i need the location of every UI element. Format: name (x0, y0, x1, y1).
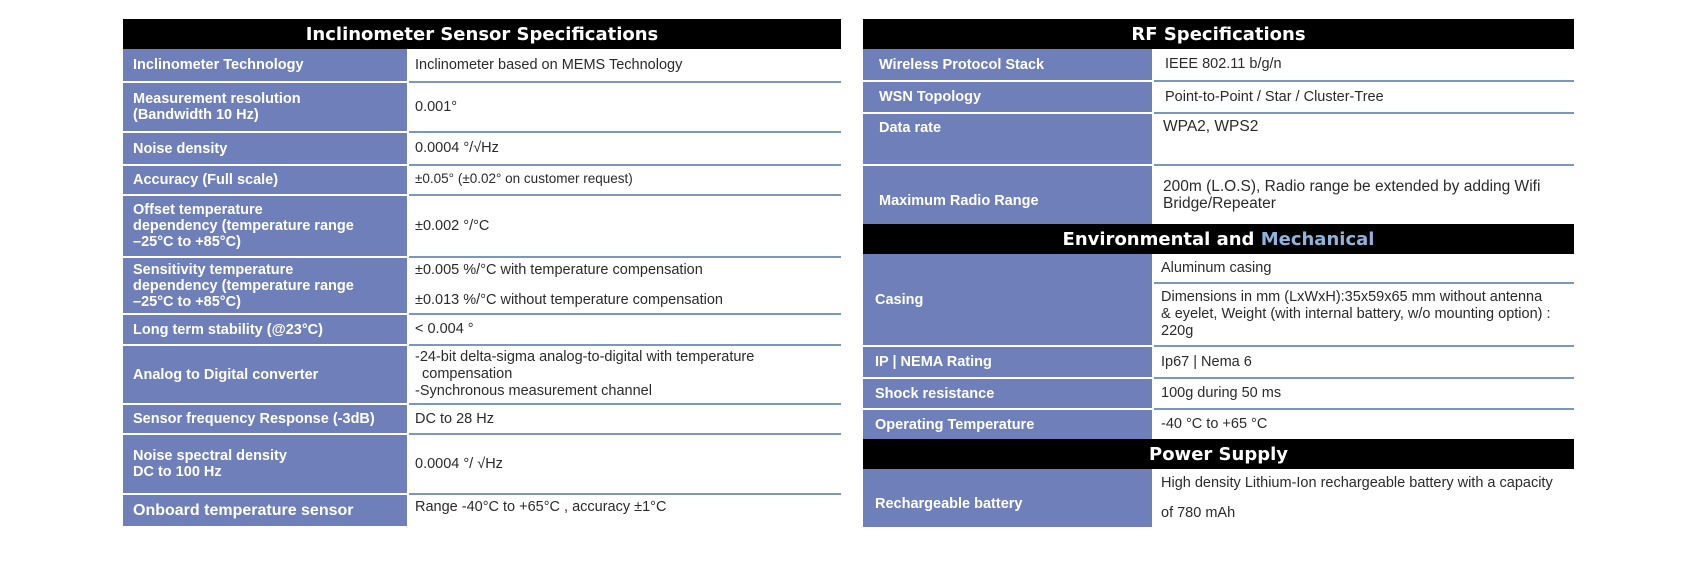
row-value: ±0.002 °/°C (408, 195, 841, 257)
environmental-title (863, 224, 1574, 254)
row-value: ±0.05° (±0.02° on customer request) (408, 165, 841, 195)
value-line: & eyelet, Weight (with internal battery, w/o mounting option) : (1161, 306, 1551, 322)
row-value: Inclinometer based on MEMS Technology (408, 49, 841, 82)
row-value: Ip67 | Nema 6 (1153, 346, 1574, 378)
table-row (123, 434, 841, 494)
row-value: 0.001° (408, 82, 841, 132)
row-label: Long term stability (@23°C) (123, 314, 408, 345)
table-row (863, 113, 1574, 165)
row-value (408, 257, 841, 314)
row-value (408, 345, 841, 404)
row-value: IEEE 802.11 b/g/n (1153, 49, 1574, 81)
rf-title: RF Specifications (863, 19, 1574, 49)
label-line: Offset temperature (133, 202, 263, 218)
value-line: -Synchronous measurement channel (415, 383, 652, 399)
row-value: 0.0004 °/ √Hz (408, 434, 841, 494)
value-line: ±0.005 %/°C with temperature compensation (415, 262, 703, 278)
table-row (123, 132, 841, 165)
row-label: Inclinometer Technology (123, 49, 408, 82)
table-row (123, 345, 841, 404)
row-label (123, 195, 408, 257)
row-value: DC to 28 Hz (408, 404, 841, 434)
row-label: Operating Temperature (863, 409, 1153, 439)
label-line: –25°C to +85°C) (133, 293, 241, 310)
row-label: IP | NEMA Rating (863, 346, 1153, 378)
row-label: Noise density (123, 132, 408, 165)
environmental-title-part1: Environmental and (1062, 228, 1261, 250)
row-label: WSN Topology (863, 81, 1153, 113)
table-row (123, 165, 841, 195)
row-value: Point-to-Point / Star / Cluster-Tree (1153, 81, 1574, 113)
row-value: < 0.004 ° (408, 314, 841, 345)
table-row (863, 254, 1574, 283)
label-line: (Bandwidth 10 Hz) (133, 107, 259, 123)
row-value (1153, 165, 1574, 224)
row-label: Sensor frequency Response (-3dB) (123, 404, 408, 434)
row-label: Accuracy (Full scale) (123, 165, 408, 195)
inclinometer-title: Inclinometer Sensor Specifications (123, 19, 841, 49)
row-value: -40 °C to +65 °C (1153, 409, 1574, 439)
table-header (123, 19, 841, 49)
table-row (123, 314, 841, 345)
row-value: Aluminum casing (1153, 254, 1574, 283)
row-label: Maximum Radio Range (863, 165, 1153, 224)
label-line: dependency (temperature range (133, 218, 354, 234)
table-row (863, 469, 1574, 527)
row-value: 100g during 50 ms (1153, 378, 1574, 409)
environmental-title-part2: Mechanical (1260, 228, 1375, 250)
row-value (1153, 469, 1574, 527)
value-line: High density Lithium-Ion rechargeable battery with a capacity (1161, 475, 1553, 491)
table-header (863, 224, 1574, 254)
value-line: 200m (L.O.S), Radio range be extended by adding Wifi (1163, 178, 1541, 195)
table-row (863, 378, 1574, 409)
table-row (123, 257, 841, 314)
row-value (1153, 283, 1574, 346)
row-label: Wireless Protocol Stack (863, 49, 1153, 81)
rf-environmental-power-table (863, 19, 1574, 527)
label-line: –25°C to +85°C) (133, 234, 241, 250)
table-row (123, 82, 841, 132)
label-line: dependency (temperature range (133, 277, 354, 294)
table-row (863, 165, 1574, 224)
row-label: Analog to Digital converter (123, 345, 408, 404)
row-label: Casing (863, 254, 1153, 346)
row-value: Range -40°C to +65°C , accuracy ±1°C (408, 494, 841, 526)
label-line: Noise spectral density (133, 448, 287, 464)
row-label (123, 257, 408, 314)
table-row (123, 49, 841, 82)
row-label: Data rate (863, 113, 1153, 165)
row-label (123, 434, 408, 494)
row-label: Shock resistance (863, 378, 1153, 409)
row-label (123, 82, 408, 132)
label-line: Sensitivity temperature (133, 261, 294, 278)
table-row (863, 346, 1574, 378)
value-line: compensation (422, 366, 513, 382)
table-header (863, 439, 1574, 469)
table-row (123, 404, 841, 434)
value-line: 220g (1161, 323, 1194, 339)
row-value: WPA2, WPS2 (1153, 113, 1574, 165)
label-line: Measurement resolution (133, 91, 301, 107)
label-line: DC to 100 Hz (133, 464, 222, 480)
inclinometer-spec-table (123, 19, 841, 526)
power-title: Power Supply (863, 439, 1574, 469)
value-line: -24-bit delta-sigma analog-to-digital with temperature (415, 349, 755, 365)
value-line: ±0.013 %/°C without temperature compensation (415, 292, 723, 308)
row-value: 0.0004 °/√Hz (408, 132, 841, 165)
table-header (863, 19, 1574, 49)
table-row (863, 409, 1574, 439)
value-line: of 780 mAh (1161, 505, 1236, 521)
row-label: Onboard temperature sensor (123, 494, 408, 526)
value-line: Bridge/Repeater (1163, 195, 1276, 212)
table-row (123, 494, 841, 526)
table-row (123, 195, 841, 257)
value-line: Dimensions in mm (LxWxH):35x59x65 mm without antenna (1161, 289, 1543, 305)
row-label: Rechargeable battery (863, 469, 1153, 527)
table-row (863, 81, 1574, 113)
table-row (863, 49, 1574, 81)
